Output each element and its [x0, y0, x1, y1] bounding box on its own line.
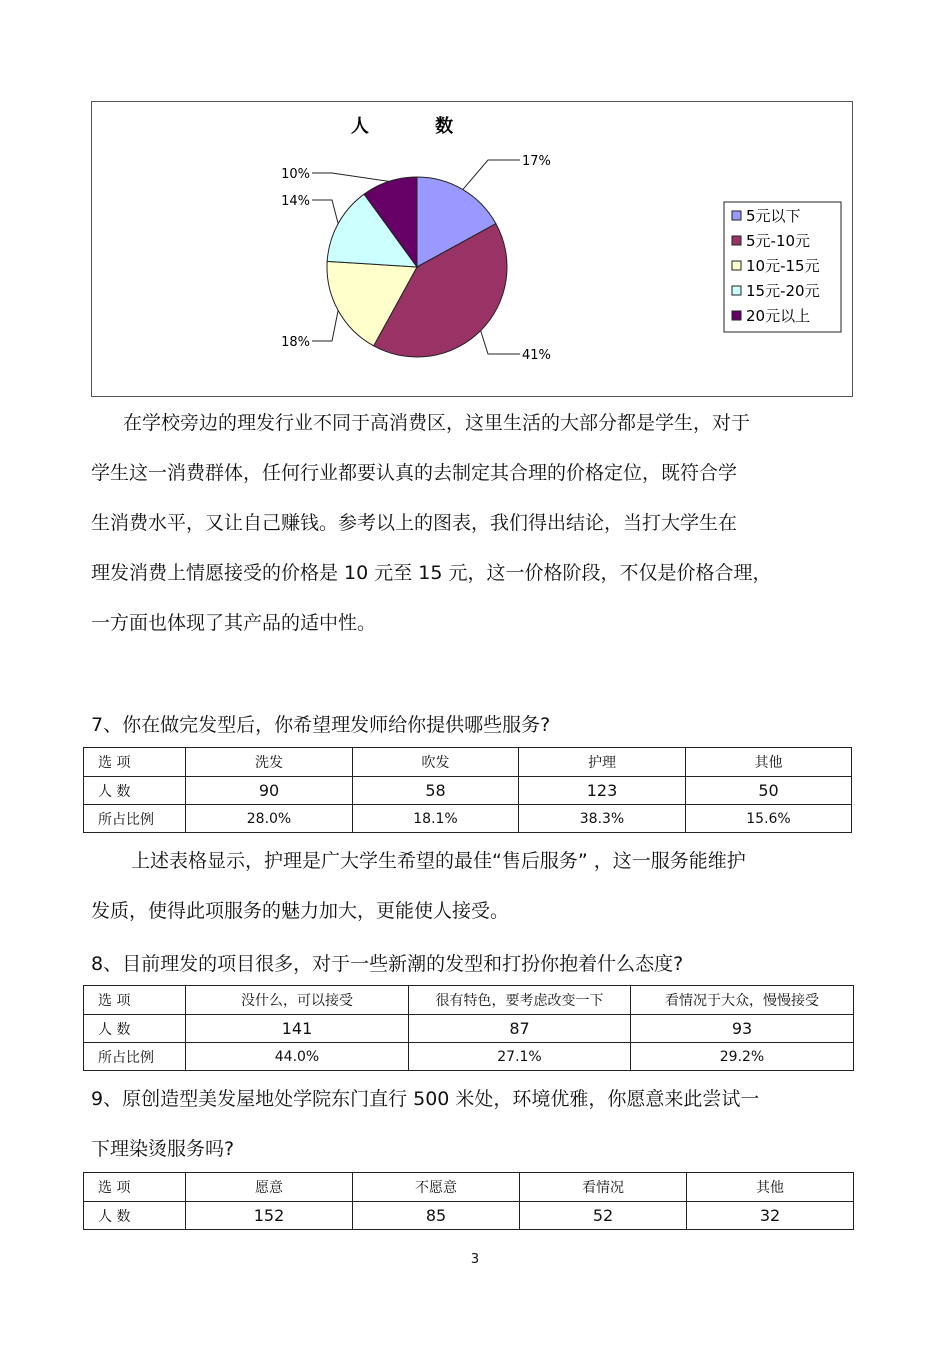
table-cell: 选 项 — [84, 748, 186, 777]
legend-label: 5元以下 — [746, 207, 801, 225]
table-cell: 87 — [409, 1015, 631, 1043]
leader-line — [481, 331, 520, 354]
question-line: 下理染烫服务吗? — [91, 1138, 235, 1160]
slice-label: 17% — [522, 154, 551, 169]
chart-legend — [724, 202, 841, 332]
slice-label: 18% — [281, 335, 310, 350]
summary-line: 上述表格显示，护理是广大学生希望的最佳“售后服务” ，这一服务能维护 — [131, 850, 746, 872]
leader-line — [312, 310, 338, 341]
table-cell: 吹发 — [353, 748, 519, 777]
table-cell: 52 — [520, 1202, 687, 1230]
legend-label: 15元-20元 — [746, 282, 820, 300]
table-cell: 32 — [687, 1202, 854, 1230]
table-cell: 44.0% — [186, 1043, 409, 1071]
page-number: 3 — [470, 1252, 480, 1267]
table-cell: 人 数 — [84, 777, 186, 805]
slice-label: 14% — [281, 194, 310, 209]
table-cell: 38.3% — [519, 805, 686, 833]
leader-line — [312, 200, 338, 224]
legend-label: 20元以上 — [746, 307, 811, 325]
q7-summary — [91, 836, 861, 936]
table-cell: 123 — [519, 777, 686, 805]
analysis-paragraph — [91, 398, 861, 648]
table-header-row — [84, 986, 854, 1015]
table-cell: 90 — [186, 777, 353, 805]
table-cell: 护理 — [519, 748, 686, 777]
analysis-line: 生消费水平，又让自己赚钱。参考以上的图表，我们得出结论，当打大学生在 — [91, 512, 738, 534]
table-cell: 人 数 — [84, 1202, 186, 1230]
q9-table — [83, 1172, 854, 1230]
question-9 — [91, 1074, 861, 1174]
table-cell: 所占比例 — [84, 805, 186, 833]
question-line: 9、原创造型美发屋地处学院东门直行 500 米处，环境优雅，你愿意来此尝试一 — [91, 1088, 760, 1110]
slice-label: 10% — [281, 167, 310, 182]
table-cell: 愿意 — [186, 1173, 353, 1202]
table-cell: 人 数 — [84, 1015, 186, 1043]
table-cell: 其他 — [686, 748, 852, 777]
table-cell: 152 — [186, 1202, 353, 1230]
table-cell: 85 — [353, 1202, 520, 1230]
legend-label: 5元-10元 — [746, 232, 811, 250]
table-cell: 不愿意 — [353, 1173, 520, 1202]
table-header-row — [84, 748, 852, 777]
table-cell: 141 — [186, 1015, 409, 1043]
legend-swatch — [732, 311, 741, 320]
table-row — [84, 1043, 854, 1071]
table-header-row — [84, 1173, 854, 1202]
table-cell: 29.2% — [631, 1043, 854, 1071]
q8-table — [83, 985, 854, 1071]
table-cell: 27.1% — [409, 1043, 631, 1071]
table-cell: 洗发 — [186, 748, 353, 777]
table-cell: 93 — [631, 1015, 854, 1043]
table-cell: 选 项 — [84, 1173, 186, 1202]
legend-swatch — [732, 211, 741, 220]
chart-title: 人 数 — [350, 116, 484, 137]
analysis-line: 学生这一消费群体，任何行业都要认真的去制定其合理的价格定位，既符合学 — [91, 462, 738, 484]
table-row — [84, 777, 852, 805]
leader-line — [463, 160, 520, 190]
table-cell: 28.0% — [186, 805, 353, 833]
table-cell: 58 — [353, 777, 519, 805]
table-row — [84, 805, 852, 833]
table-row — [84, 1015, 854, 1043]
pie-chart-frame — [91, 101, 853, 397]
table-cell: 15.6% — [686, 805, 852, 833]
table-cell: 所占比例 — [84, 1043, 186, 1071]
table-cell: 18.1% — [353, 805, 519, 833]
legend-swatch — [732, 286, 741, 295]
legend-swatch — [732, 236, 741, 245]
slice-label: 41% — [522, 348, 551, 363]
table-cell: 其他 — [687, 1173, 854, 1202]
analysis-line: 一方面也体现了其产品的适中性。 — [91, 612, 377, 634]
question-8: 8、目前理发的项目很多，对于一些新潮的发型和打扮你抱着什么态度? — [91, 953, 684, 975]
leader-line — [312, 173, 389, 181]
question-7: 7、你在做完发型后，你希望理发师给你提供哪些服务? — [91, 714, 551, 736]
q7-table — [83, 747, 852, 833]
table-row — [84, 1202, 854, 1230]
summary-line: 发质，使得此项服务的魅力加大，更能使人接受。 — [91, 900, 510, 922]
table-cell: 看情况于大众，慢慢接受 — [631, 986, 854, 1015]
table-cell: 没什么，可以接受 — [186, 986, 409, 1015]
pie-chart — [92, 102, 854, 398]
legend-label: 10元-15元 — [746, 257, 820, 275]
table-cell: 很有特色，要考虑改变一下 — [409, 986, 631, 1015]
table-cell: 50 — [686, 777, 852, 805]
table-cell: 选 项 — [84, 986, 186, 1015]
legend-swatch — [732, 261, 741, 270]
table-cell: 看情况 — [520, 1173, 687, 1202]
analysis-line: 在学校旁边的理发行业不同于高消费区，这里生活的大部分都是学生，对于 — [123, 412, 751, 434]
analysis-line: 理发消费上情愿接受的价格是 10 元至 15 元，这一价格阶段，不仅是价格合理， — [91, 562, 772, 584]
